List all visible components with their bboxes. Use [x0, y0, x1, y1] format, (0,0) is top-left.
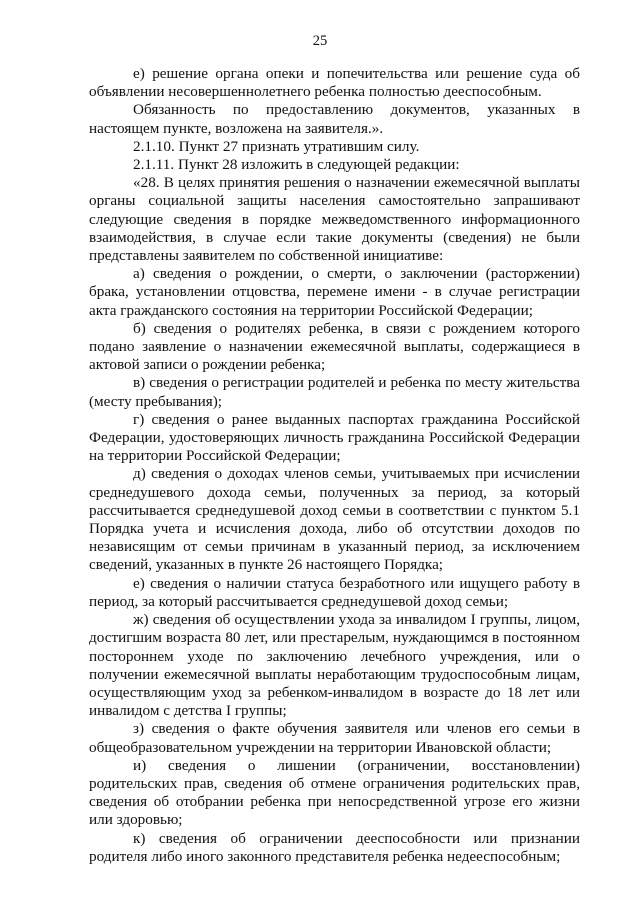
- paragraph-2-1-10: 2.1.10. Пункт 27 признать утратившим силу.: [133, 137, 420, 155]
- paragraph-item-v: в) сведения о регистрации родителей и ребенка по месту жительства (месту пребывания);: [89, 374, 580, 410]
- paragraph-item-a: а) сведения о рождении, о смерти, о заключении (расторжении) брака, установлении отцовства, перемене имени - в случае регистрации акта гражданского состояния на территории Российской Федерации;: [89, 265, 580, 319]
- document-body: [89, 65, 580, 866]
- paragraph-item-g: г) сведения о ранее выданных паспортах гражданина Российской Федерации, удостоверяющих личность гражданина Российской Федерации на территории Российской Федерации;: [89, 410, 580, 465]
- paragraph-applicant-obligation: Обязанность по предоставлению документов, указанных в настоящем пункте, возложена на заявителя.».: [89, 101, 580, 137]
- page-number: 25: [312, 33, 328, 49]
- paragraph-28-intro: «28. В целях принятия решения о назначении ежемесячной выплаты органы социальной защиты населения самостоятельно запрашивают следующие сведения в порядке межведомственного информационного взаимодействия, в случае если такие документы (сведения) не были представлены заявителем по собственной инициативе:: [89, 174, 580, 265]
- paragraph-item-e: е) сведения о наличии статуса безработного или ищущего работу в период, за который рассчитывается среднедушевой доход семьи;: [89, 574, 580, 610]
- paragraph-item-k: к) сведения об ограничении дееспособности или признании родителя либо иного законного представителя ребенка недееспособным;: [89, 829, 580, 865]
- paragraph-item-d: д) сведения о доходах членов семьи, учитываемых при исчислении среднедушевого дохода семьи, полученных за период, за который рассчитывается среднедушевой доход семьи в соответствии с пунктом 5.1 Порядка учета и исчисления дохода, либо об отсутствии доходов по независящим от семьи причинам в указанный период, за исключением сведений, указанных в пункте 26 настоящего Порядка;: [89, 465, 580, 574]
- paragraph-item-b: б) сведения о родителях ребенка, в связи с рождением которого подано заявление о назначении ежемесячной выплаты, содержащиеся в актовой записи о рождении ребенка;: [89, 319, 580, 374]
- paragraph-e-guardianship-decision: е) решение органа опеки и попечительства или решение суда об объявлении несовершеннолетнего ребенка полностью дееспособным.: [89, 65, 580, 101]
- paragraph-item-z: з) сведения о факте обучения заявителя или членов его семьи в общеобразовательном учреждении на территории Ивановской области;: [89, 720, 580, 756]
- paragraph-item-zh: ж) сведения об осуществлении ухода за инвалидом I группы, лицом, достигшим возраста 80 лет, или престарелым, нуждающимся в постоянном постороннем уходе по заключению лечебного учреждения, или о получении ежемесячной выплаты неработающим трудоспособным лицам, осуществляющим уход за ребенком-инвалидом в возрасте до 18 лет или инвалидом с детства I группы;: [89, 611, 580, 720]
- paragraph-2-1-11: 2.1.11. Пункт 28 изложить в следующей редакции:: [133, 156, 460, 174]
- paragraph-item-i: и) сведения о лишении (ограничении, восстановлении) родительских прав, сведения об отмене ограничения родительских прав, сведения об отобрании ребенка при непосредственной угрозе его жизни или здоровью;: [89, 756, 580, 829]
